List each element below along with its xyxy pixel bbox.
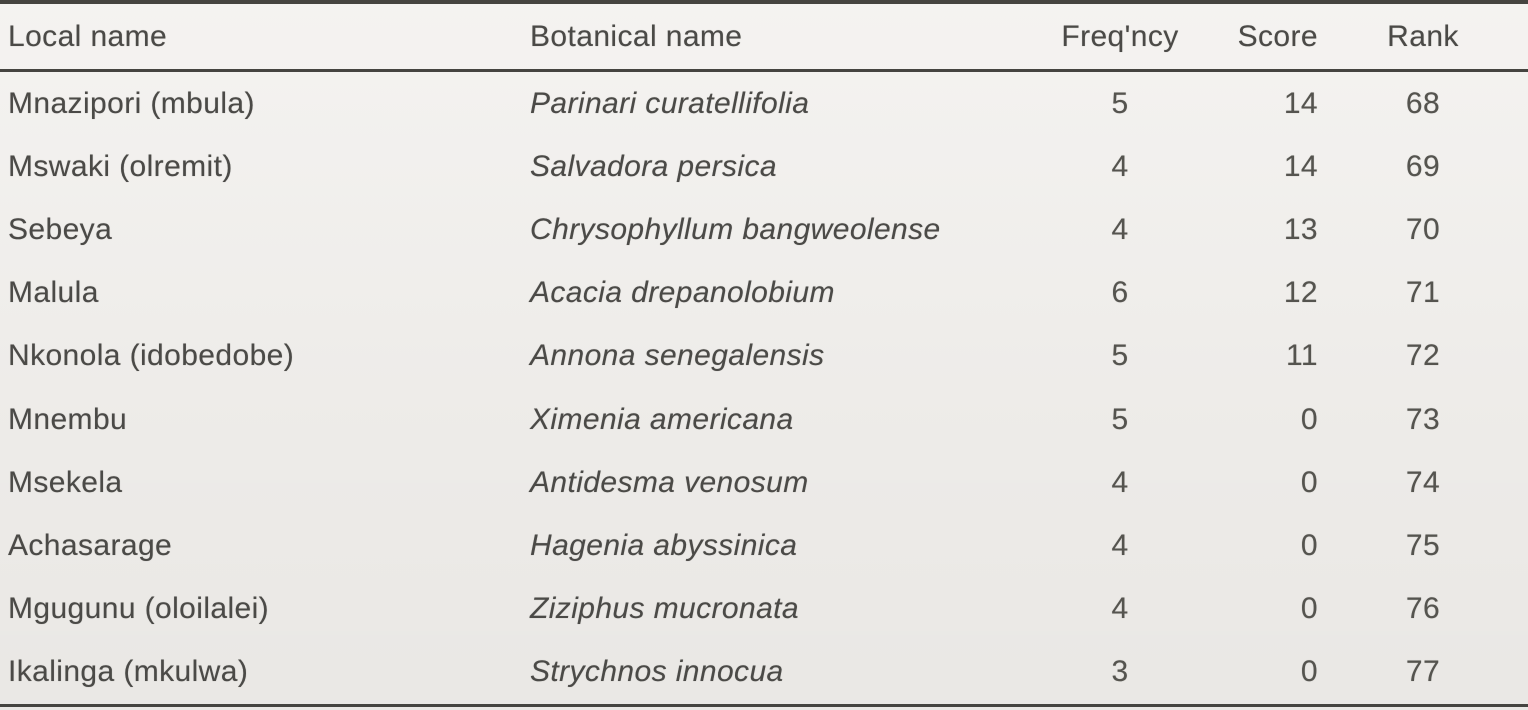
- score-cell: 0: [1300, 402, 1318, 436]
- frequency-cell: 5: [1111, 402, 1129, 436]
- table-row: [0, 72, 1528, 135]
- table-row: [0, 451, 1528, 514]
- score-cell: 11: [1286, 339, 1318, 373]
- rank-cell: 74: [1405, 465, 1441, 499]
- rank-cell: 76: [1405, 592, 1441, 626]
- local-name-cell: Nkonola (idobedobe): [8, 339, 295, 373]
- botanical-name-cell: Hagenia abyssinica: [530, 528, 798, 562]
- frequency-cell: 5: [1111, 339, 1129, 373]
- botanical-name-cell: Chrysophyllum bangweolense: [530, 212, 941, 246]
- score-cell: 14: [1283, 149, 1318, 183]
- botanical-name-cell: Ximenia americana: [530, 402, 794, 436]
- local-name-cell: Msekela: [8, 465, 123, 499]
- botanical-name-cell: Acacia drepanolobium: [530, 276, 835, 310]
- local-name-cell: Ikalinga (mkulwa): [8, 655, 249, 689]
- botanical-name-cell: Strychnos innocua: [530, 655, 784, 689]
- table-row: [0, 641, 1528, 704]
- local-name-cell: Mnazipori (mbula): [8, 86, 255, 120]
- local-name-cell: Mnembu: [8, 402, 128, 436]
- local-name-cell: Malula: [8, 276, 99, 310]
- score-cell: 0: [1300, 592, 1318, 626]
- table-row: [0, 325, 1528, 388]
- table-body: [0, 72, 1528, 704]
- table-row: [0, 135, 1528, 198]
- column-header-frequency: Freq'ncy: [1061, 19, 1179, 53]
- score-cell: 0: [1300, 465, 1318, 499]
- table-row: [0, 514, 1528, 577]
- frequency-cell: 4: [1111, 592, 1129, 626]
- botanical-name-cell: Antidesma venosum: [530, 465, 809, 499]
- botanical-name-cell: Salvadora persica: [530, 149, 777, 183]
- rank-cell: 71: [1405, 276, 1441, 310]
- score-cell: 13: [1283, 212, 1318, 246]
- score-cell: 0: [1300, 655, 1318, 689]
- table-row: [0, 262, 1528, 325]
- local-name-cell: Mswaki (olremit): [8, 149, 233, 183]
- rank-cell: 73: [1405, 402, 1441, 436]
- column-header-rank: Rank: [1387, 19, 1459, 53]
- table-row: [0, 198, 1528, 261]
- column-header-botanical-name: Botanical name: [530, 19, 743, 53]
- frequency-cell: 4: [1111, 149, 1129, 183]
- score-cell: 0: [1300, 528, 1318, 562]
- local-name-cell: Sebeya: [8, 212, 113, 246]
- frequency-cell: 4: [1111, 212, 1129, 246]
- frequency-cell: 4: [1111, 465, 1129, 499]
- score-cell: 14: [1283, 86, 1318, 120]
- frequency-cell: 4: [1111, 528, 1129, 562]
- botanical-name-cell: Ziziphus mucronata: [530, 592, 799, 626]
- frequency-cell: 5: [1111, 86, 1129, 120]
- column-header-local-name: Local name: [8, 19, 168, 53]
- rank-cell: 72: [1405, 339, 1441, 373]
- frequency-cell: 3: [1111, 655, 1129, 689]
- rank-cell: 75: [1405, 528, 1441, 562]
- score-cell: 12: [1283, 276, 1318, 310]
- rank-cell: 70: [1405, 212, 1441, 246]
- rank-cell: 68: [1405, 86, 1441, 120]
- frequency-cell: 6: [1111, 276, 1129, 310]
- botanical-name-cell: Annona senegalensis: [530, 339, 825, 373]
- column-header-score: Score: [1237, 19, 1318, 53]
- botanical-name-cell: Parinari curatellifolia: [530, 86, 810, 120]
- rank-cell: 69: [1405, 149, 1441, 183]
- table-row: [0, 388, 1528, 451]
- table-row: [0, 578, 1528, 641]
- rank-cell: 77: [1405, 655, 1441, 689]
- table-header-row: [0, 4, 1528, 72]
- local-name-cell: Mgugunu (oloilalei): [8, 592, 270, 626]
- local-name-cell: Achasarage: [8, 528, 173, 562]
